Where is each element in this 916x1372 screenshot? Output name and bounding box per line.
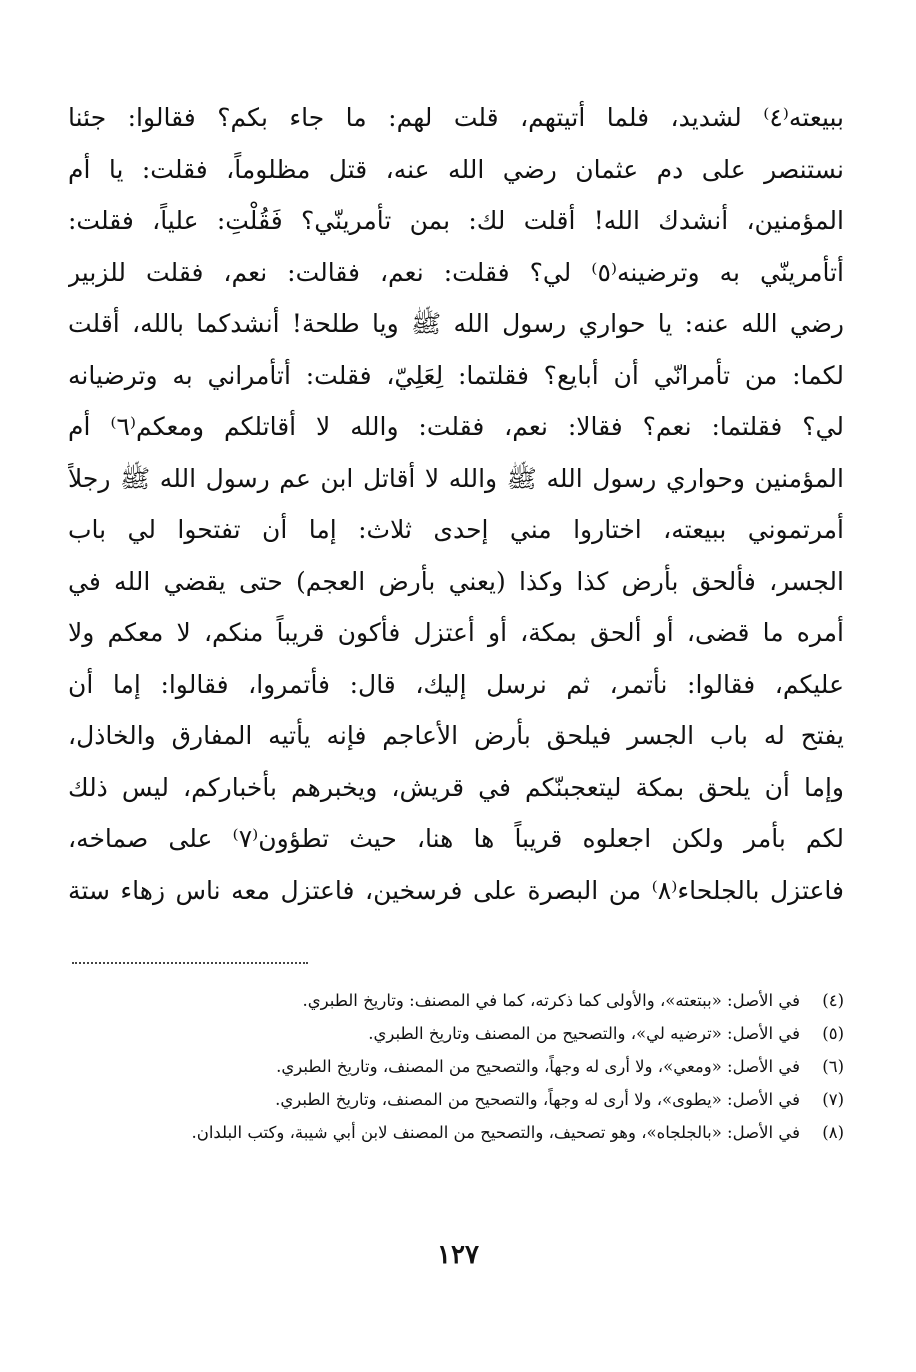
text-line-11: أمره ما قضى، أو ألحق بمكة، أو أعتزل فأكون قريباً منكم، لا معكم ولا — [68, 618, 844, 647]
footnote-text: في الأصل: «بالجلجاه»، وهو تصحيف، والتصحيح من المصنف لابن أبي شيبة، وكتب البلدان. — [191, 1123, 800, 1142]
footnote-5 — [68, 1019, 844, 1048]
footnotes — [68, 986, 844, 1151]
footnote-number: (٤) — [822, 991, 844, 1010]
footnote-text: في الأصل: «ترضيه لي»، والتصحيح من المصنف وتاريخ الطبري. — [368, 1024, 800, 1043]
text-line-4: أتأمرينّي به وترضينه⁽٥⁾ لي؟ فقلت: نعم، فقالت: نعم، فقلت للزبير — [68, 257, 844, 287]
footnote-8 — [68, 1118, 844, 1147]
footnote-text: في الأصل: «ومعي»، ولا أرى له وجهاً، والتصحيح من المصنف، وتاريخ الطبري. — [276, 1057, 800, 1076]
footnote-number: (٥) — [822, 1024, 844, 1043]
text-line-7: لي؟ فقلتما: نعم؟ فقالا: نعم، فقلت: والله لا أقاتلكم ومعكم⁽٦⁾ أم — [68, 412, 844, 441]
text-line-8: المؤمنين وحواري رسول الله ﷺ والله لا أقاتل ابن عم رسول الله ﷺ رجلاً — [68, 463, 844, 493]
text-line-3: المؤمنين، أنشدك الله! أقلت لك: بمن تأمرينّي؟ فَقُلْتِ: علياً، فقلت: — [68, 206, 844, 235]
footnote-7 — [68, 1085, 844, 1114]
footnote-number: (٦) — [822, 1057, 844, 1076]
footnote-text: في الأصل: «ببتعته»، والأولى كما ذكرته، كما في المصنف: وتاريخ الطبري. — [302, 991, 800, 1010]
footnote-separator — [72, 962, 308, 964]
text-line-1: ببيعته⁽٤⁾ لشديد، فلما أتيتهم، قلت لهم: ما جاء بكم؟ فقالوا: جئنا — [68, 103, 844, 132]
text-line-9: أمرتموني ببيعته، اختاروا مني إحدى ثلاث: إما أن تفتحوا لي باب — [68, 515, 844, 544]
footnote-text: في الأصل: «يطوى»، ولا أرى له وجهاً، والتصحيح من المصنف، وتاريخ الطبري. — [275, 1090, 800, 1109]
main-text — [68, 92, 844, 916]
text-line-12: عليكم، فقالوا: نأتمر، ثم نرسل إليك، قال: فأتمروا، فقالوا: إما أن — [68, 669, 844, 699]
page-number: ١٢٧ — [437, 1240, 479, 1270]
text-line-2: نستنصر على دم عثمان رضي الله عنه، قتل مظلوماً، فقلت: يا أم — [68, 154, 844, 184]
text-line-6: لكما: من تأمرانّي أن أبايع؟ فقلتما: لِعَلِيّ، فقلت: أتأمراني به وترضيانه — [68, 360, 844, 390]
footnote-number: (٨) — [822, 1123, 844, 1142]
footnote-6 — [68, 1052, 844, 1081]
footnote-4 — [68, 986, 844, 1015]
text-line-15: لكم بأمر ولكن اجعلوه قريباً ها هنا، حيث تطؤون⁽٧⁾ على صماخه، — [68, 824, 844, 853]
text-line-10: الجسر، فألحق بأرض كذا وكذا (يعني بأرض العجم) حتى يقضي الله في — [68, 566, 844, 596]
text-line-5: رضي الله عنه: يا حواري رسول الله ﷺ ويا طلحة! أنشدكما بالله، أقلت — [68, 309, 844, 338]
footnote-number: (٧) — [822, 1090, 844, 1109]
text-line-13: يفتح له باب الجسر فيلحق بأرض الأعاجم فإنه يأتيه المفارق والخاذل، — [68, 721, 844, 750]
text-line-14: وإما أن يلحق بمكة ليتعجبنّكم في قريش، ويخبرهم بأخباركم، ليس ذلك — [68, 772, 844, 802]
text-line-16: فاعتزل بالجلحاء⁽٨⁾ من البصرة على فرسخين، فاعتزل معه ناس زهاء ستة — [68, 875, 844, 905]
